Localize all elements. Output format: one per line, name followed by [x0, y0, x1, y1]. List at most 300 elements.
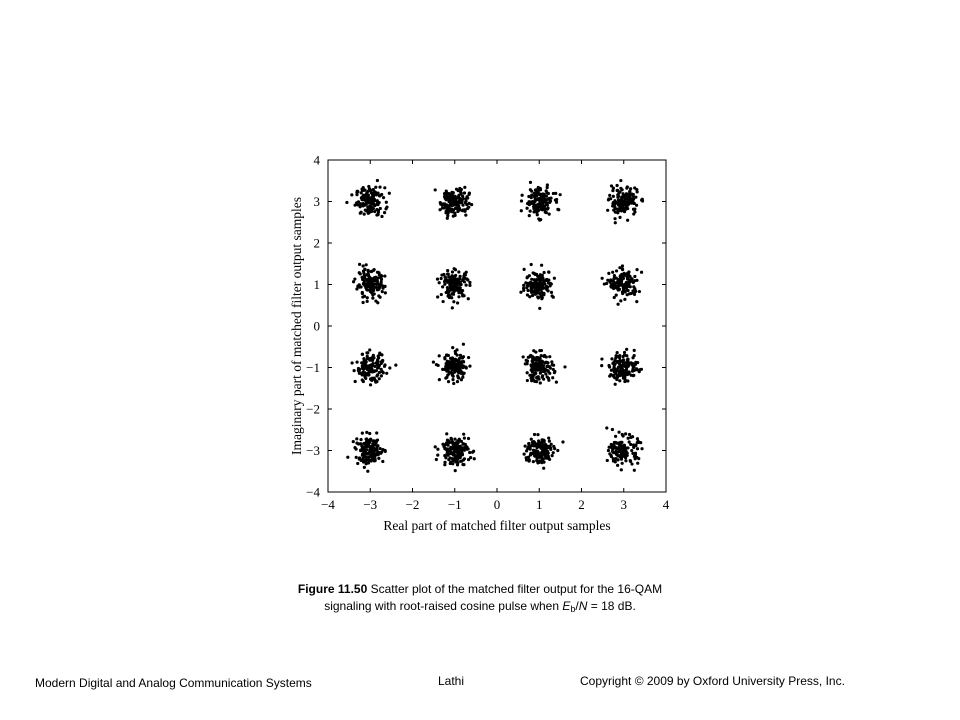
scatter-point: [535, 376, 538, 379]
scatter-point: [617, 288, 620, 291]
x-tick-label: −4: [321, 497, 335, 512]
scatter-point: [375, 431, 378, 434]
scatter-point: [542, 467, 545, 470]
scatter-point: [452, 454, 455, 457]
scatter-point: [383, 211, 386, 214]
scatter-point: [612, 277, 615, 280]
scatter-point: [641, 199, 644, 202]
scatter-point: [440, 293, 443, 296]
scatter-point: [446, 272, 449, 275]
scatter-point: [609, 197, 612, 200]
scatter-point: [622, 361, 625, 364]
scatter-point: [546, 365, 549, 368]
scatter-point: [614, 460, 617, 463]
scatter-point: [467, 437, 470, 440]
scatter-point: [444, 211, 447, 214]
cluster: [434, 432, 476, 472]
scatter-point: [621, 374, 624, 377]
caption-text-2: signaling with root-raised cosine pulse when: [324, 599, 563, 613]
scatter-point: [467, 297, 470, 300]
scatter-point: [617, 203, 620, 206]
scatter-point: [377, 356, 380, 359]
scatter-point: [364, 377, 367, 380]
scatter-point: [539, 443, 542, 446]
scatter-point: [462, 360, 465, 363]
scatter-point: [454, 287, 457, 290]
scatter-point: [640, 271, 643, 274]
scatter-point: [457, 291, 460, 294]
scatter-point: [368, 187, 371, 190]
scatter-point: [535, 356, 538, 359]
scatter-point: [520, 209, 523, 212]
scatter-point: [363, 466, 366, 469]
scatter-point: [616, 303, 619, 306]
scatter-point: [353, 369, 356, 372]
scatter-point: [363, 283, 366, 286]
scatter-point: [361, 195, 364, 198]
scatter-point: [522, 355, 525, 358]
scatter-point: [616, 351, 619, 354]
scatter-point: [470, 203, 473, 206]
y-tick-label: 3: [313, 194, 320, 209]
scatter-point: [444, 456, 447, 459]
scatter-point: [367, 278, 370, 281]
scatter-point: [362, 301, 365, 304]
scatter-point: [371, 284, 374, 287]
scatter-point: [557, 208, 560, 211]
scatter-point: [545, 211, 548, 214]
scatter-point: [631, 435, 634, 438]
scatter-point: [380, 274, 383, 277]
scatter-point: [361, 291, 364, 294]
scatter-point: [618, 379, 621, 382]
cluster: [519, 263, 556, 310]
scatter-point: [451, 462, 454, 465]
scatter-point: [369, 383, 372, 386]
scatter-point: [456, 203, 459, 206]
scatter-point: [468, 284, 471, 287]
scatter-point: [377, 457, 380, 460]
scatter-point: [432, 360, 435, 363]
scatter-point: [368, 359, 371, 362]
scatter-point: [453, 203, 456, 206]
scatter-point: [526, 293, 529, 296]
scatter-point: [544, 372, 547, 375]
scatter-point: [364, 372, 367, 375]
scatter-point: [526, 289, 529, 292]
x-tick-label: 3: [620, 497, 627, 512]
scatter-point: [460, 460, 463, 463]
scatter-point: [607, 272, 610, 275]
scatter-point: [460, 378, 463, 381]
scatter-point: [468, 365, 471, 368]
scatter-point: [546, 183, 549, 186]
scatter-point: [548, 439, 551, 442]
scatter-point: [447, 380, 450, 383]
scatter-point: [621, 454, 624, 457]
scatter-point: [536, 213, 539, 216]
scatter-point: [539, 381, 542, 384]
scatter-point: [359, 212, 362, 215]
scatter-point: [611, 362, 614, 365]
scatter-point: [370, 270, 373, 273]
scatter-point: [529, 448, 532, 451]
scatter-point: [446, 269, 449, 272]
scatter-point: [533, 205, 536, 208]
scatter-point: [519, 291, 522, 294]
scatter-point: [541, 374, 544, 377]
scatter-point: [550, 291, 553, 294]
scatter-point: [619, 274, 622, 277]
scatter-point: [443, 283, 446, 286]
scatter-point: [455, 348, 458, 351]
scatter-point: [622, 274, 625, 277]
scatter-point: [528, 214, 531, 217]
scatter-point: [616, 369, 619, 372]
scatter-point: [547, 192, 550, 195]
cluster: [432, 343, 472, 385]
scatter-point: [542, 444, 545, 447]
scatter-point: [450, 437, 453, 440]
scatter-point: [542, 440, 545, 443]
scatter-point: [529, 210, 532, 213]
scatter-point: [632, 374, 635, 377]
scatter-point: [449, 287, 452, 290]
scatter-point: [366, 357, 369, 360]
scatter-point: [437, 364, 440, 367]
scatter-point: [441, 285, 444, 288]
scatter-point: [373, 204, 376, 207]
y-tick-label: 0: [313, 318, 320, 334]
scatter-point: [640, 447, 643, 450]
scatter-point: [436, 454, 439, 457]
scatter-point: [436, 295, 439, 298]
scatter-point: [631, 201, 634, 204]
scatter-point: [454, 441, 457, 444]
scatter-point: [531, 294, 534, 297]
scatter-point: [376, 444, 379, 447]
scatter-point: [614, 435, 617, 438]
scatter-point: [458, 357, 461, 360]
scatter-point: [606, 209, 609, 212]
scatter-point: [605, 426, 608, 429]
scatter-point: [449, 200, 452, 203]
scatter-point: [636, 447, 639, 450]
scatter-point: [616, 360, 619, 363]
scatter-point: [616, 281, 619, 284]
scatter-point: [438, 354, 441, 357]
scatter-point: [467, 356, 470, 359]
scatter-point: [380, 450, 383, 453]
scatter-point: [537, 368, 540, 371]
scatter-point: [539, 218, 542, 221]
scatter-point: [366, 351, 369, 354]
scatter-point: [447, 444, 450, 447]
scatter-point: [553, 447, 556, 450]
scatter-point: [378, 377, 381, 380]
scatter-point: [636, 437, 639, 440]
cluster: [522, 349, 567, 385]
scatter-point: [446, 453, 449, 456]
scatter-point: [619, 277, 622, 280]
scatter-point: [538, 202, 541, 205]
scatter-point: [625, 354, 628, 357]
scatter-point: [623, 444, 626, 447]
cluster: [436, 267, 472, 309]
scatter-point: [629, 279, 632, 282]
scatter-point: [553, 370, 556, 373]
scatter-point: [534, 372, 537, 375]
scatter-point: [613, 445, 616, 448]
scatter-point: [381, 359, 384, 362]
scatter-point: [461, 443, 464, 446]
scatter-point: [536, 282, 539, 285]
scatter-point: [521, 194, 524, 197]
scatter-point: [369, 445, 372, 448]
scatter-point: [440, 277, 443, 280]
scatter-point: [376, 203, 379, 206]
scatter-point: [443, 368, 446, 371]
scatter-point: [631, 356, 634, 359]
scatter-point: [638, 290, 641, 293]
scatter-point: [530, 263, 533, 266]
scatter-point: [382, 196, 385, 199]
scatter-point: [633, 275, 636, 278]
scatter-point: [442, 206, 445, 209]
scatter-point: [375, 279, 378, 282]
scatter-point: [446, 197, 449, 200]
scatter-point: [468, 281, 471, 284]
scatter-point: [451, 210, 454, 213]
scatter-point: [541, 368, 544, 371]
scatter-point: [454, 469, 457, 472]
scatter-point: [442, 300, 445, 303]
scatter-point: [453, 275, 456, 278]
scatter-point: [382, 371, 385, 374]
y-tick-label: 4: [313, 152, 320, 168]
scatter-point: [368, 450, 371, 453]
scatter-point: [448, 210, 451, 213]
scatter-point: [541, 202, 544, 205]
scatter-point: [451, 378, 454, 381]
scatter-point: [457, 195, 460, 198]
cluster: [346, 431, 387, 473]
scatter-point: [438, 378, 441, 381]
x-tick-label: 0: [493, 497, 501, 512]
scatter-point: [623, 365, 626, 368]
scatter-point: [523, 452, 526, 455]
x-tick-label: 2: [578, 497, 585, 512]
scatter-point: [546, 289, 549, 292]
scatter-point: [541, 208, 544, 211]
scatter-point: [448, 371, 451, 374]
scatter-point: [366, 300, 369, 303]
scatter-point: [549, 282, 552, 285]
scatter-point: [628, 190, 631, 193]
scatter-point: [552, 451, 555, 454]
x-tick-label: −3: [363, 497, 378, 512]
scatter-point: [459, 281, 462, 284]
scatter-point: [613, 217, 616, 220]
caption-line-2: [250, 598, 710, 615]
scatter-point: [461, 294, 464, 297]
scatter-point: [547, 379, 550, 382]
scatter-point: [359, 285, 362, 288]
scatter-point: [539, 292, 542, 295]
scatter-point: [357, 369, 360, 372]
scatter-point: [549, 448, 552, 451]
scatter-point: [553, 277, 556, 280]
scatter-point: [362, 264, 365, 267]
x-tick-label: −2: [405, 497, 420, 512]
scatter-point: [365, 437, 368, 440]
scatter-point: [461, 463, 464, 466]
scatter-point: [634, 363, 637, 366]
scatter-point: [446, 354, 449, 357]
scatter-point: [627, 372, 630, 375]
scatter-point: [364, 208, 367, 211]
y-tick-label: 1: [313, 277, 320, 292]
scatter-point: [366, 470, 369, 473]
scatter-point: [439, 202, 442, 205]
scatter-point: [624, 459, 627, 462]
y-tick-label: −4: [306, 484, 320, 500]
scatter-point: [633, 455, 636, 458]
scatter-point: [356, 285, 359, 288]
scatter-point: [371, 297, 374, 300]
scatter-point: [613, 286, 616, 289]
scatter-point: [530, 438, 533, 441]
scatter-point: [377, 209, 380, 212]
scatter-point: [457, 371, 460, 374]
scatter-point: [385, 201, 388, 204]
scatter-point: [445, 206, 448, 209]
scatter-point: [547, 456, 550, 459]
y-tick-label: −1: [306, 360, 320, 375]
scatter-point: [636, 462, 639, 465]
scatter-point: [600, 364, 603, 367]
scatter-point: [616, 196, 619, 199]
scatter-point: [601, 277, 604, 280]
scatter-point: [540, 354, 543, 357]
scatter-point: [451, 306, 454, 309]
scatter-point: [381, 290, 384, 293]
scatter-point: [373, 377, 376, 380]
scatter-point: [366, 200, 369, 203]
scatter-point: [534, 363, 537, 366]
scatter-point: [458, 277, 461, 280]
scatter-point: [535, 278, 538, 281]
scatter-point: [540, 278, 543, 281]
scatter-point: [366, 273, 369, 276]
footer-book-title: Modern Digital and Analog Communication Systems: [35, 676, 312, 690]
scatter-point: [376, 271, 379, 274]
scatter-point: [615, 269, 618, 272]
scatter-point: [355, 193, 358, 196]
scatter-point: [368, 370, 371, 373]
x-tick-labels: [321, 497, 670, 512]
scatter-point: [385, 206, 388, 209]
cluster: [352, 263, 387, 305]
scatter-point: [366, 282, 369, 285]
scatter-point: [383, 285, 386, 288]
scatter-point: [535, 289, 538, 292]
scatter-point: [361, 454, 364, 457]
scatter-point: [457, 448, 460, 451]
scatter-point: [380, 215, 383, 218]
scatter-point: [636, 190, 639, 193]
scatter-point: [542, 292, 545, 295]
scatter-point: [357, 442, 360, 445]
scatter-point: [549, 196, 552, 199]
scatter-point: [452, 290, 455, 293]
scatter-point: [352, 440, 355, 443]
scatter-point: [378, 296, 381, 299]
scatter-point: [536, 433, 539, 436]
scatter-point: [543, 205, 546, 208]
scatter-point: [618, 216, 621, 219]
scatter-point: [555, 201, 558, 204]
scatter-point: [463, 437, 466, 440]
scatter-point: [468, 451, 471, 454]
scatter-point: [354, 448, 357, 451]
scatter-point: [373, 459, 376, 462]
scatter-point: [530, 369, 533, 372]
scatter-point: [462, 343, 465, 346]
scatter-point: [463, 457, 466, 460]
scatter-point: [614, 383, 617, 386]
scatter-point: [355, 437, 358, 440]
scatter-point: [631, 289, 634, 292]
scatter-point: [635, 368, 638, 371]
scatter-point: [626, 272, 629, 275]
scatter-point: [621, 264, 624, 267]
scatter-point: [637, 457, 640, 460]
scatter-point: [545, 355, 548, 358]
scatter-point: [628, 440, 631, 443]
scatter-point: [456, 380, 459, 383]
scatter-point: [626, 203, 629, 206]
scatter-point: [373, 449, 376, 452]
scatter-point: [541, 296, 544, 299]
scatter-point: [368, 205, 371, 208]
scatter-point: [465, 271, 468, 274]
scatter-point: [371, 279, 374, 282]
scatter-point: [617, 431, 620, 434]
scatter-point: [619, 299, 622, 302]
scatter-point: [469, 456, 472, 459]
scatter-point: [539, 372, 542, 375]
scatter-point: [616, 189, 619, 192]
scatter-point: [608, 194, 611, 197]
scatter-point: [451, 365, 454, 368]
scatter-point: [525, 456, 528, 459]
scatter-point: [345, 201, 348, 204]
scatter-point: [463, 191, 466, 194]
scatter-point: [632, 212, 635, 215]
scatter-point: [350, 193, 353, 196]
scatter-point: [528, 459, 531, 462]
scatter-point: [639, 441, 642, 444]
scatter-point: [616, 464, 619, 467]
scatter-point: [452, 382, 455, 385]
scatter-point: [620, 201, 623, 204]
scatter-point: [473, 457, 476, 460]
cluster: [520, 181, 562, 222]
scatter-point: [538, 307, 541, 310]
scatter-point: [554, 192, 557, 195]
scatter-point: [462, 433, 465, 436]
